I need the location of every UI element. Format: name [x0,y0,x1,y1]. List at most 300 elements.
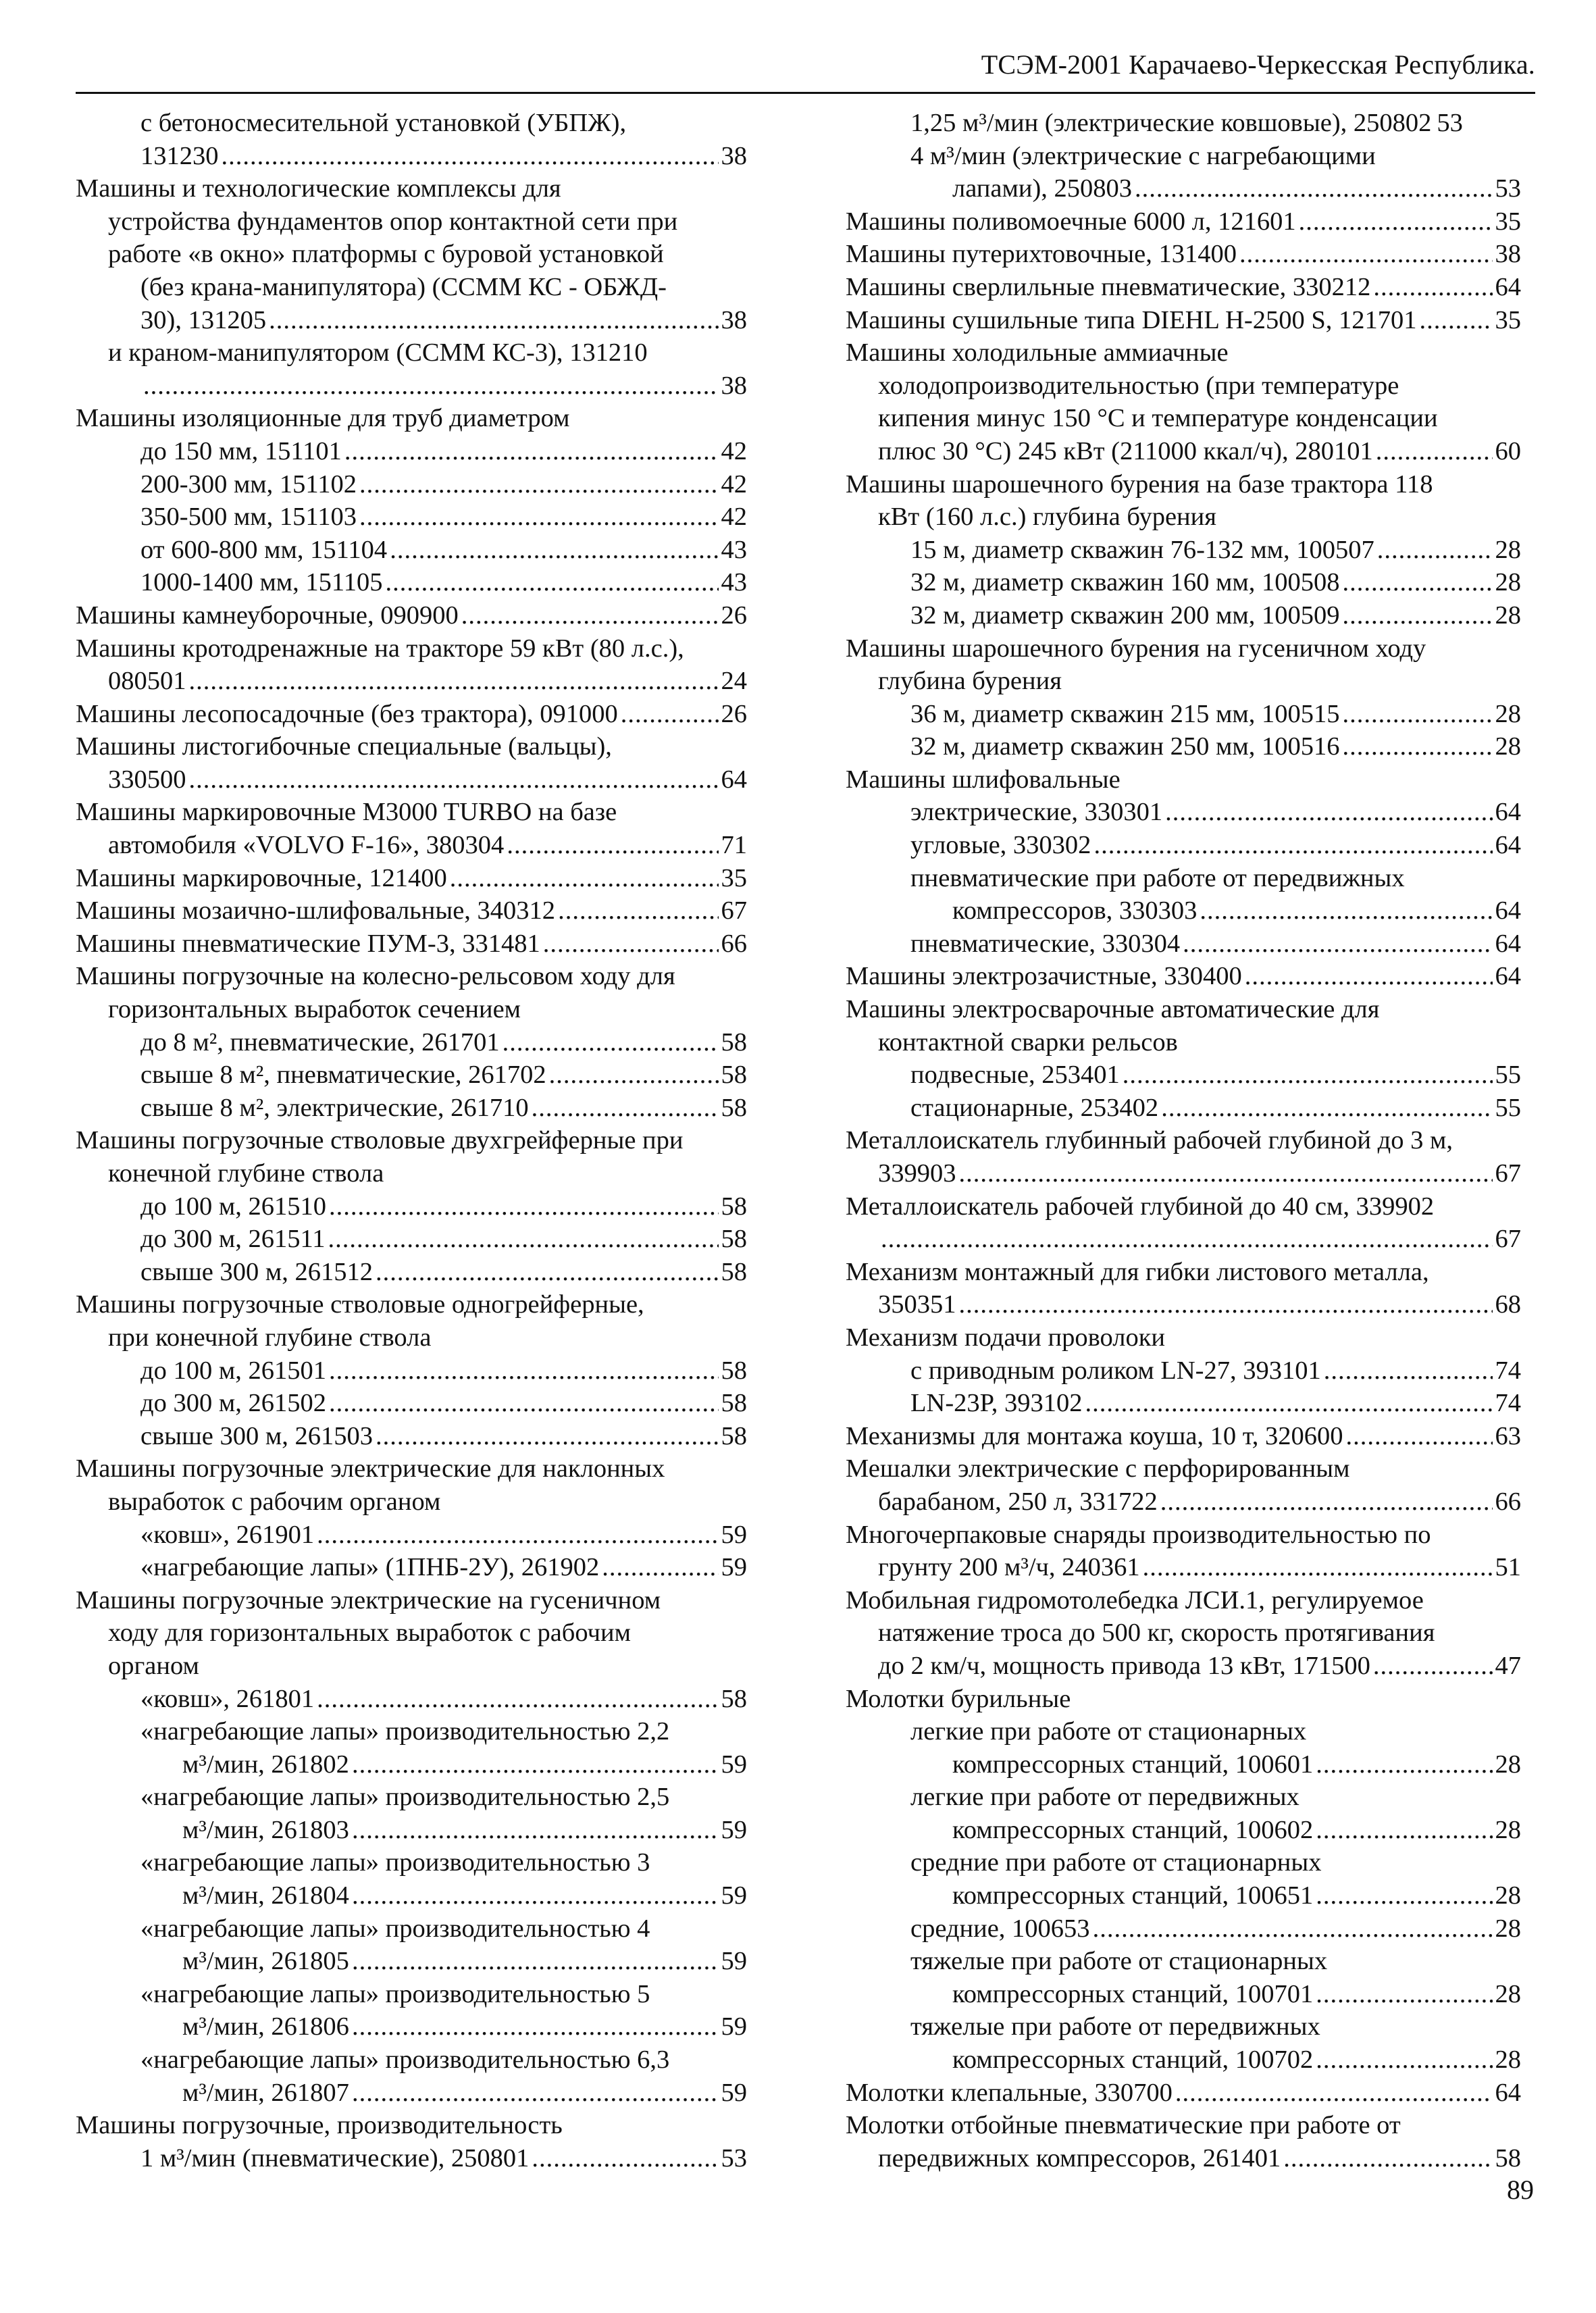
index-entry [846,140,1521,173]
entry-text: Машины погрузочные электрические для наклонных [76,1454,665,1483]
entry-page-number: 28 [1495,2045,1521,2075]
dot-leader [1373,1650,1493,1683]
entry-page-number: 58 [721,1192,747,1221]
dot-leader [329,1354,719,1388]
index-entry [76,1551,747,1584]
index-entry [846,1781,1521,1814]
entry-text: передвижных компрессоров, 261401 [878,2143,1281,2172]
entry-text: 350-500 мм, 151103 [140,503,357,532]
entry-page-number: 28 [1495,1815,1521,1844]
entry-text: с бетоносмесительной установкой (УБПЖ), [140,109,627,137]
index-entry [76,1846,747,1879]
entry-text: глубина бурения [878,667,1062,696]
index-entry [846,1420,1521,1453]
entry-text: Молотки бурильные [846,1684,1071,1713]
dot-leader [549,1059,719,1092]
entry-page-number: 38 [721,371,747,400]
dot-leader [1283,2142,1492,2175]
index-entry [76,1059,747,1092]
dot-leader [1316,2043,1492,2077]
entry-text: 1 м³/мин (пневматические), 250801 [140,2143,530,2172]
entry-text: Машины электросварочные автоматические для [846,995,1380,1024]
index-entry [76,2043,747,2077]
dot-leader [143,370,719,403]
index-entry [846,1683,1521,1716]
entry-text: Машины изоляционные для труб диаметром [76,404,570,433]
index-entry [846,1485,1521,1519]
entry-text: Машины камнеуборочные, 090900 [76,601,459,630]
entry-text: свыше 8 м², пневматические, 261702 [140,1061,546,1090]
dot-leader [1143,1551,1493,1584]
dot-leader [352,1945,719,1978]
index-entry [846,2043,1521,2077]
index-entry [76,402,747,435]
running-header: ТСЭМ-2001 Карачаево-Черкесская Республика. [981,49,1535,80]
entry-text: Машины погрузочные стволовые двухгрейферные при [76,1126,684,1155]
index-entry [846,336,1521,370]
index-entry [846,2077,1521,2110]
entry-text: кипения минус 150 °С и температуре конденсации [878,404,1438,433]
index-entry [846,1387,1521,1420]
entry-text: «нагребающие лапы» производительностью 4 [140,1914,650,1943]
entry-page-number: 55 [1495,1093,1521,1122]
dot-leader [1175,2077,1493,2110]
entry-page-number: 59 [721,1947,747,1976]
dot-leader [1377,534,1493,567]
entry-text: угловые, 330302 [910,831,1091,860]
index-entry [76,894,747,927]
entry-page-number: 67 [721,896,747,925]
dot-leader [359,501,719,534]
entry-text: грунту 200 м³/ч, 240361 [878,1553,1140,1582]
dot-leader [1345,1420,1492,1453]
dot-leader [959,1288,1493,1321]
index-entry [846,1814,1521,1847]
index-entry [76,1814,747,1847]
entry-page-number: 71 [721,831,747,860]
entry-text: 30), 131205 [140,305,267,334]
dot-leader [189,763,719,796]
index-entry [846,1190,1521,1223]
entry-text: Машины электрозачистные, 330400 [846,962,1242,991]
index-entry [846,534,1521,567]
index-entry [846,698,1521,731]
dot-leader [1239,238,1493,271]
index-entry [76,829,747,862]
entry-text: Мешалки электрические с перфорированным [846,1454,1350,1483]
entry-page-number: 58 [721,1225,747,1254]
entry-text: 36 м, диаметр скважин 215 мм, 100515 [910,699,1340,728]
dot-leader [359,468,719,501]
entry-page-number: 60 [1495,436,1521,465]
entry-text: м³/мин, 261806 [182,2012,349,2041]
entry-page-number: 42 [721,503,747,532]
entry-text: свыше 300 м, 261512 [140,1257,373,1286]
entry-text: м³/мин, 261802 [182,1750,349,1779]
entry-text: легкие при работе от передвижных [910,1783,1299,1812]
entry-text: тяжелые при работе от передвижных [910,2012,1320,2041]
entry-page-number: 58 [721,1356,747,1385]
entry-text: свыше 8 м², электрические, 261710 [140,1093,529,1122]
entry-text: лапами), 250803 [952,174,1133,203]
index-entry [846,238,1521,271]
entry-page-number: 28 [1495,732,1521,761]
index-entry [76,698,747,731]
entry-text: с приводным роликом LN-27, 393101 [910,1356,1321,1385]
entry-text: 32 м, диаметр скважин 200 мм, 100509 [910,601,1340,630]
entry-text: Машины листогибочные специальные (вальцы), [76,732,612,761]
entry-text: автомобиля «VOLVO F-16», 380304 [108,831,505,860]
entry-text: LN-23P, 393102 [910,1389,1083,1418]
page-number: 89 [1507,2175,1534,2205]
entry-text: Механизм монтажный для гибки листового металла, [846,1257,1429,1286]
entry-text: Механизмы для монтажа коуша, 10 т, 320600 [846,1421,1343,1450]
dot-leader [1420,304,1493,337]
entry-text: легкие при работе от стационарных [910,1717,1307,1746]
index-column-left [76,107,747,2175]
entry-text: компрессорных станций, 100602 [952,1815,1314,1844]
index-entry [846,1551,1521,1584]
dot-leader [328,1223,719,1256]
dot-leader [386,566,719,599]
entry-page-number: 74 [1495,1389,1521,1418]
index-entry [76,632,747,665]
index-entry [76,2142,747,2175]
entry-text: Машины и технологические комплексы для [76,174,561,203]
index-entry [846,1124,1521,1157]
dot-leader [1200,894,1492,927]
entry-page-number: 58 [721,1389,747,1418]
entry-text: до 100 м, 261501 [140,1356,326,1385]
index-entry [76,1781,747,1814]
index-entry [76,501,747,534]
entry-text: барабаном, 250 л, 331722 [878,1487,1158,1516]
entry-text: до 2 км/ч, мощность привода 13 кВт, 171500 [878,1651,1370,1680]
dot-leader [881,1223,1493,1256]
entry-page-number: 63 [1495,1421,1521,1450]
index-entry [76,1026,747,1059]
index-entry [76,2010,747,2043]
dot-leader [352,1879,719,1912]
dot-leader [390,534,718,567]
entry-text: «нагребающие лапы» производительностью 5 [140,1979,650,2008]
dot-leader [1165,796,1492,829]
dot-leader [1342,730,1492,763]
index-entry [76,468,747,501]
entry-page-number: 26 [721,699,747,728]
index-entry [76,304,747,337]
index-entry [76,1519,747,1552]
entry-page-number: 28 [1495,1914,1521,1943]
index-entry [846,1912,1521,1946]
entry-text: «нагребающие лапы» производительностью 6,3 [140,2045,670,2075]
dot-leader [352,1814,719,1847]
index-entry [846,796,1521,829]
entry-page-number: 64 [1495,896,1521,925]
entry-page-number: 53 [721,2143,747,2172]
index-entry [76,1157,747,1190]
entry-text: контактной сварки рельсов [878,1027,1178,1057]
entry-text: «нагребающие лапы» производительностью 3 [140,1848,650,1877]
dot-leader [376,1420,719,1453]
index-entry [76,1683,747,1716]
index-entry [846,2142,1521,2175]
dot-leader [1376,435,1493,468]
entry-page-number: 74 [1495,1356,1521,1385]
index-entry [846,1584,1521,1617]
index-entry [76,1650,747,1683]
index-entry [76,1715,747,1748]
entry-text: компрессоров, 330303 [952,896,1198,925]
index-entry [76,730,747,763]
entry-text: Мобильная гидромотолебедка ЛСИ.1, регулируемое [846,1585,1424,1615]
entry-text: компрессорных станций, 100601 [952,1750,1314,1779]
index-entry [76,1452,747,1485]
entry-page-number: 59 [721,1520,747,1549]
entry-text: до 8 м², пневматические, 261701 [140,1027,500,1057]
entry-page-number: 64 [1495,798,1521,827]
entry-page-number: 59 [721,1553,747,1582]
entry-text: м³/мин, 261804 [182,1881,349,1910]
entry-text: до 300 м, 261502 [140,1389,326,1418]
entry-text: 080501 [108,667,186,696]
index-entry [846,665,1521,698]
dot-leader [1245,960,1493,993]
entry-text: 32 м, диаметр скважин 160 мм, 100508 [910,568,1340,597]
entry-text: м³/мин, 261803 [182,1815,349,1844]
entry-text: устройства фундаментов опор контактной сети при [108,207,678,236]
index-entry [846,107,1521,140]
entry-text: холодопроизводительностью (при температуре [878,371,1399,400]
dot-leader [352,2077,719,2110]
entry-text: компрессорных станций, 100651 [952,1881,1314,1910]
entry-text: Машины маркировочные M3000 TURBO на базе [76,798,617,827]
entry-text: «ковш», 261901 [140,1520,315,1549]
entry-text: Машины погрузочные стволовые одногрейферные, [76,1290,644,1319]
entry-page-number: 38 [721,305,747,334]
entry-text: 330500 [108,765,186,794]
entry-page-number: 47 [1495,1651,1521,1680]
index-entry [76,336,747,370]
dot-leader [1085,1387,1493,1420]
index-entry [846,402,1521,435]
entry-text: выработок с рабочим органом [108,1487,441,1516]
entry-page-number: 58 [721,1027,747,1057]
index-entry [846,1321,1521,1354]
entry-text: Машины маркировочные, 121400 [76,863,447,892]
index-entry [76,1617,747,1650]
index-entry [846,1945,1521,1978]
index-entry [76,271,747,304]
dot-leader [1316,1814,1492,1847]
index-entry [76,1912,747,1946]
entry-text: 32 м, диаметр скважин 250 мм, 100516 [910,732,1340,761]
entry-text: натяжение троса до 500 кг, скорость протягивания [878,1619,1435,1648]
entry-page-number: 28 [1495,568,1521,597]
entry-text: Машины погрузочные электрические на гусеничном [76,1585,661,1615]
entry-text: 350351 [878,1290,956,1319]
dot-leader [189,665,719,698]
index-entry [76,862,747,895]
dot-leader [329,1387,719,1420]
index-entry [76,2109,747,2142]
entry-text: свыше 300 м, 261503 [140,1421,373,1450]
dot-leader [317,1683,718,1716]
header-rule [76,92,1535,94]
entry-page-number: 59 [721,2078,747,2107]
index-entry [76,1256,747,1289]
entry-text: при конечной глубине ствола [108,1323,432,1352]
index-entry [846,1223,1521,1256]
entry-text: Машины лесопосадочные (без трактора), 091000 [76,699,618,728]
entry-text: Машины погрузочные, производительность [76,2111,563,2140]
index-entry [846,763,1521,796]
dot-leader [1161,1092,1492,1125]
index-entry [846,435,1521,468]
index-entry [846,1157,1521,1190]
entry-text: от 600-800 мм, 151104 [140,535,388,564]
entry-text: подвесные, 253401 [910,1061,1120,1090]
index-entry [76,763,747,796]
index-entry [846,1026,1521,1059]
index-entry [846,1715,1521,1748]
dot-leader [1316,1879,1492,1912]
index-entry [846,829,1521,862]
dot-leader [461,599,719,632]
entry-text: пневматические при работе от передвижных [910,863,1405,892]
dot-leader [376,1256,719,1289]
entry-text: органом [108,1651,199,1680]
index-entry [76,1223,747,1256]
entry-text: Машины сушильные типа DIEHL H-2500 S, 121701 [846,305,1417,334]
entry-text: Машины сверлильные пневматические, 330212 [846,272,1371,301]
entry-page-number: 66 [1495,1487,1521,1516]
entry-page-number: 67 [1495,1159,1521,1188]
dot-leader [558,894,718,927]
index-entry [846,927,1521,961]
entry-text: 15 м, диаметр скважин 76-132 мм, 100507 [910,535,1374,564]
entry-page-number: 35 [1495,305,1521,334]
entry-text: Машины поливомоечные 6000 л, 121601 [846,207,1296,236]
entry-text: 131230 [140,141,219,170]
dot-leader [1316,1978,1492,2011]
entry-page-number: 64 [1495,962,1521,991]
entry-text: Механизм подачи проволоки [846,1323,1165,1352]
entry-text: 200-300 мм, 151102 [140,469,357,499]
dot-leader [1093,1912,1493,1946]
index-entry [846,501,1521,534]
entry-text: Машины пневматические ПУМ-3, 331481 [76,929,540,958]
index-entry [846,960,1521,993]
entry-page-number: 28 [1495,699,1521,728]
entry-page-number: 24 [721,667,747,696]
index-entry [76,1092,747,1125]
entry-text: кВт (160 л.с.) глубина бурения [878,503,1216,532]
entry-page-number: 43 [721,568,747,597]
index-entry [76,1748,747,1781]
dot-leader [1299,205,1493,238]
entry-text: до 300 м, 261511 [140,1225,326,1254]
index-entry [846,1354,1521,1388]
index-entry [846,1092,1521,1125]
entry-page-number: 43 [721,535,747,564]
index-entry [846,566,1521,599]
dot-leader [329,1190,719,1223]
entry-text: м³/мин, 261805 [182,1947,349,1976]
entry-page-number: 26 [721,601,747,630]
dot-leader [352,2010,719,2043]
entry-text: тяжелые при работе от стационарных [910,1947,1328,1976]
entry-text: пневматические, 330304 [910,929,1181,958]
index-entry [76,1190,747,1223]
entry-page-number: 51 [1495,1553,1521,1582]
entry-page-number: 64 [1495,831,1521,860]
entry-text: «нагребающие лапы» производительностью 2,5 [140,1783,670,1812]
entry-text: Машины кротодренажные на тракторе 59 кВт (80 л.с.), [76,634,684,663]
entry-text: Металлоискатель глубинный рабочей глубиной до 3 м, [846,1126,1453,1155]
entry-page-number: 55 [1495,1061,1521,1090]
index-entry [76,140,747,173]
index-entry [76,1879,747,1912]
dot-leader [317,1519,718,1552]
dot-leader [959,1157,1493,1190]
entry-text: Молотки клепальные, 330700 [846,2078,1173,2107]
index-entry [76,172,747,205]
entry-text: Молотки отбойные пневматические при работе от [846,2111,1401,2140]
entry-page-number: 58 [721,1421,747,1450]
entry-page-number: 66 [721,929,747,958]
dot-leader [602,1551,718,1584]
entry-text: горизонтальных выработок сечением [108,995,521,1024]
index-entry [846,271,1521,304]
index-entry [846,1978,1521,2011]
index-entry [846,1519,1521,1552]
entry-page-number: 59 [721,2012,747,2041]
entry-page-number: 64 [1495,929,1521,958]
index-entry [76,1124,747,1157]
index-entry [76,599,747,632]
index-entry [76,205,747,238]
entry-page-number: 35 [721,863,747,892]
entry-page-number: 58 [721,1061,747,1090]
entry-text: плюс 30 °С) 245 кВт (211000 ккал/ч), 280101 [878,436,1373,465]
entry-page-number: 35 [1495,207,1521,236]
index-entry [76,960,747,993]
entry-text: Машины шарошечного бурения на гусеничном ходу [846,634,1426,663]
dot-leader [532,1092,719,1125]
entry-text: компрессорных станций, 100702 [952,2045,1314,2075]
dot-leader [1183,927,1492,961]
entry-page-number: 59 [721,1881,747,1910]
entry-page-number: 42 [721,436,747,465]
index-entry [846,1288,1521,1321]
entry-page-number: 64 [721,765,747,794]
index-entry [76,1288,747,1321]
index-entry [76,1485,747,1519]
entry-page-number: 28 [1495,535,1521,564]
entry-page-number: 58 [1495,2143,1521,2172]
index-entry [846,993,1521,1026]
entry-page-number: 28 [1495,1979,1521,2008]
entry-text: «нагребающие лапы» производительностью 2,2 [140,1717,670,1746]
index-entry [846,1452,1521,1485]
index-entry [846,304,1521,337]
entry-text: 4 м³/мин (электрические с нагребающими [910,141,1376,170]
entry-page-number: 53 [1495,174,1521,203]
index-entry [846,2109,1521,2142]
entry-page-number: 28 [1495,601,1521,630]
index-entry [76,1420,747,1453]
